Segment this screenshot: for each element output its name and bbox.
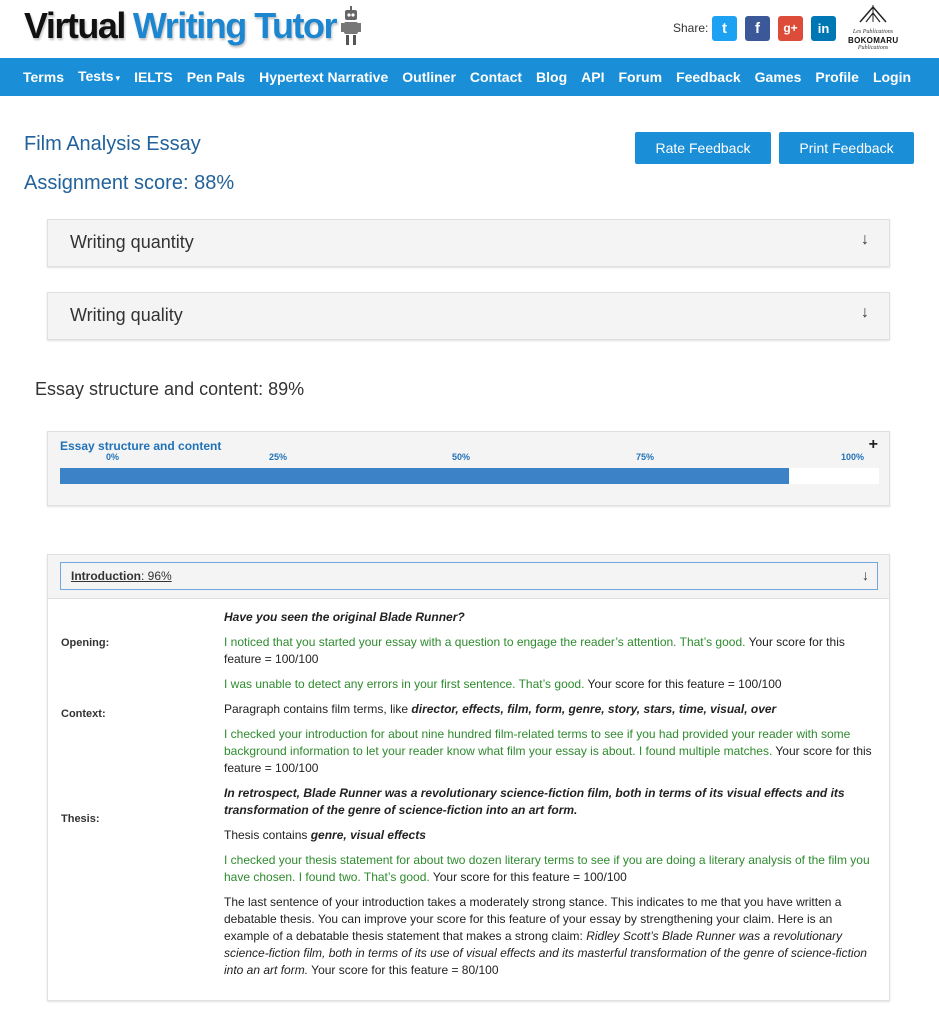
publisher-logo[interactable] (848, 4, 898, 56)
publisher-emblem-icon (858, 4, 888, 24)
opening-feedback-text: I noticed that you started your essay with a question to engage the reader’s attention. That’s good. (224, 635, 746, 649)
nav-item-blog[interactable]: Blog (536, 69, 568, 85)
stance-example: Ridley Scott’s Blade Runner was a revolutionary science-fiction film, both in terms of its use of visual effects and its masterful transformation of the genre of science-fiction into an art form. (224, 929, 867, 977)
structure-progress-panel (47, 431, 890, 506)
context-terms (224, 701, 880, 718)
writing-quality-title: Writing quality (70, 305, 183, 325)
logo-text-virtual: Virtual (24, 5, 125, 46)
page-title: Film Analysis Essay (24, 133, 201, 155)
errors-feedback-score: Your score for this feature = 100/100 (584, 677, 782, 691)
assignment-score: Assignment score: 88% (24, 172, 235, 194)
googleplus-icon[interactable]: g+ (778, 16, 803, 41)
twitter-icon[interactable]: t (712, 16, 737, 41)
nav-item-profile[interactable]: Profile (815, 69, 859, 85)
nav-item-ielts[interactable]: IELTS (134, 69, 173, 85)
nav-item-terms[interactable]: Terms (23, 69, 64, 85)
print-feedback-button[interactable]: Print Feedback (779, 132, 914, 164)
chevron-down-icon: ▾ (115, 73, 121, 83)
introduction-panel (47, 554, 890, 1001)
introduction-label-score: : 96% (140, 569, 172, 583)
arrow-down-icon[interactable]: ↓ (861, 231, 869, 248)
nav-item-forum[interactable]: Forum (618, 69, 663, 85)
thesis-sentence: In retrospect, Blade Runner was a revolutionary science-fiction film, both in terms of its visual effects and its transformation of the genre of science-fiction into an art form. (224, 786, 845, 817)
writing-quantity-panel[interactable] (47, 219, 890, 267)
stance-text: The last sentence of your introduction takes a moderately strong stance. This indicates to me that you have written a debatable thesis. You can improve your score for this feature of your essay by strengthening your claim. Here is an example of a debatable thesis statement that makes a strong claim: (224, 895, 842, 943)
linkedin-icon[interactable]: in (811, 16, 836, 41)
arrow-down-icon[interactable]: ↓ (862, 567, 869, 583)
progress-bar-fill (60, 468, 789, 484)
context-term-list: director, effects, film, form, genre, story, stars, time, visual, over (411, 702, 777, 716)
nav-item-login[interactable]: Login (872, 69, 912, 85)
stance-feedback (224, 894, 880, 979)
context-prefix: Paragraph contains film terms, like (224, 702, 412, 716)
expand-plus-icon[interactable]: + (868, 436, 878, 453)
essay-structure-score: Essay structure and content: 89% (35, 379, 305, 399)
logo-text-writing-tutor: Writing Tutor (132, 5, 336, 46)
facebook-icon[interactable]: f (745, 16, 770, 41)
nav-item-hypertext-narrative[interactable]: Hypertext Narrative (259, 69, 389, 85)
thesis-term-list: genre, visual effects (310, 828, 426, 842)
publisher-line1: Les Publications (852, 29, 894, 35)
share-label: Share: (673, 21, 709, 35)
nav-item-games[interactable]: Games (754, 69, 802, 85)
context-feedback (224, 726, 880, 777)
rate-feedback-button[interactable]: Rate Feedback (635, 132, 771, 164)
opening-label: Opening: (61, 637, 110, 649)
nav-item-tests[interactable] (71, 57, 127, 97)
publisher-name: BOKOMARU (848, 36, 899, 45)
site-logo[interactable] (24, 4, 362, 48)
nav-item-feedback[interactable]: Feedback (676, 69, 741, 85)
progress-bar-track (60, 468, 879, 484)
publisher-line2: Publications (857, 45, 889, 51)
nav-item-pen-pals[interactable]: Pen Pals (186, 69, 246, 85)
main-nav (0, 58, 939, 96)
opening-feedback (224, 634, 880, 668)
stance-score: Your score for this feature = 80/100 (308, 963, 499, 977)
robot-icon (340, 4, 362, 48)
arrow-down-icon[interactable]: ↓ (861, 304, 869, 321)
progress-tick-50: 50% (452, 452, 471, 462)
progress-title: Essay structure and content (60, 439, 222, 453)
site-header (0, 0, 939, 58)
progress-tick-0: 0% (106, 452, 120, 462)
opening-sentence: Have you seen the original Blade Runner? (224, 610, 465, 624)
progress-tick-25: 25% (269, 452, 288, 462)
thesis-feedback-text: I checked your thesis statement for about two dozen literary terms to see if you are doing a literary analysis of the film you have chosen. I found two. That’s good. (224, 853, 870, 884)
progress-tick-75: 75% (636, 452, 655, 462)
writing-quantity-title: Writing quantity (70, 232, 194, 252)
introduction-label (71, 569, 172, 583)
thesis-feedback (224, 852, 880, 886)
thesis-feedback-score: Your score for this feature = 100/100 (429, 870, 627, 884)
nav-item-outliner[interactable]: Outliner (402, 69, 456, 85)
introduction-label-name: Introduction (71, 569, 141, 583)
introduction-header (48, 555, 889, 599)
introduction-toggle[interactable] (60, 562, 878, 590)
thesis-label: Thesis: (61, 813, 100, 825)
writing-quality-panel[interactable] (47, 292, 890, 340)
context-feedback-text: I checked your introduction for about nine hundred film-related terms to see if you had provided your reader with some background information to let your reader know what film your essay is about. I found multiple matches. (224, 727, 851, 758)
nav-item-api[interactable]: API (581, 69, 605, 85)
context-label: Context: (61, 708, 106, 720)
opening-feedback-score: Your score for this feature = 100/100 (224, 635, 845, 666)
errors-feedback (224, 676, 880, 693)
errors-feedback-text: I was unable to detect any errors in your first sentence. That’s good. (224, 677, 585, 691)
thesis-contains-prefix: Thesis contains (224, 828, 311, 842)
context-feedback-score: Your score for this feature = 100/100 (224, 744, 872, 775)
nav-item-tests-label: Tests (77, 68, 114, 84)
thesis-terms (224, 827, 880, 844)
nav-item-contact[interactable]: Contact (469, 69, 523, 85)
progress-tick-100: 100% (841, 452, 865, 462)
